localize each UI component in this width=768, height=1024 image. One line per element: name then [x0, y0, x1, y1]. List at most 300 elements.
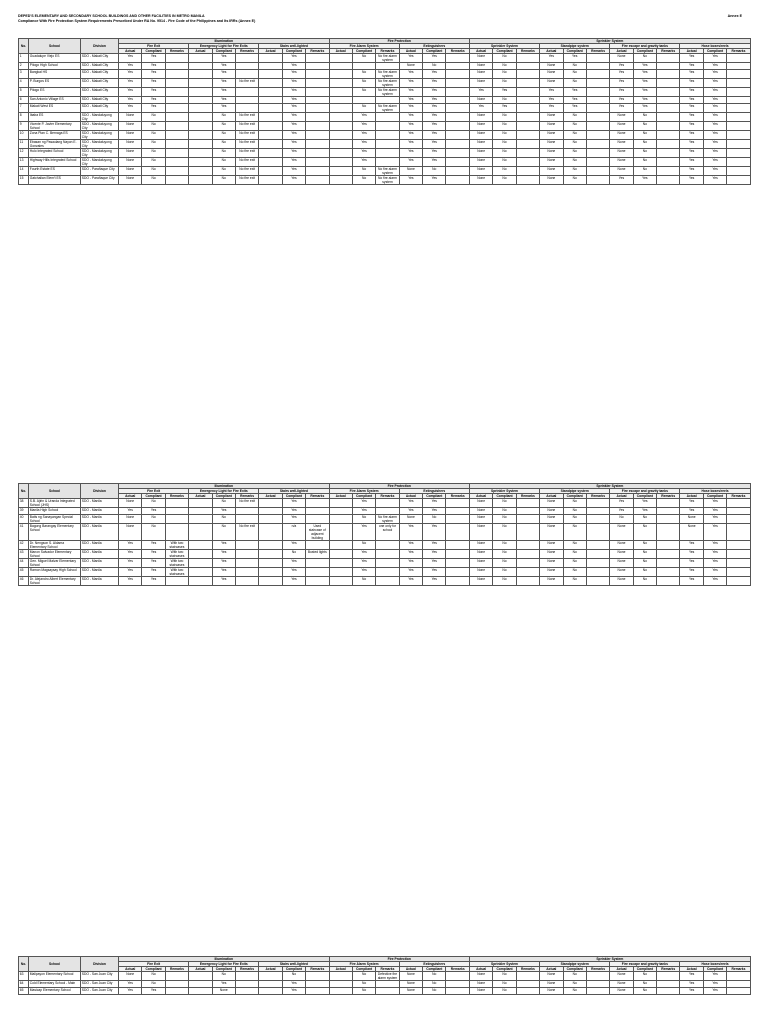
table-cell: No — [493, 499, 516, 508]
table-cell — [259, 559, 282, 568]
school-name: Fourth Estate ES — [29, 167, 81, 176]
table-cell: No — [352, 79, 375, 88]
table-cell: No — [212, 515, 235, 524]
column-compliant: Compliant — [142, 967, 165, 972]
table-cell: Yes — [610, 104, 633, 113]
table-cell: Yes — [703, 524, 726, 541]
table-cell — [446, 54, 469, 63]
table-cell — [329, 577, 352, 586]
table-cell — [189, 79, 212, 88]
table-cell: None — [469, 158, 492, 167]
table-cell — [446, 981, 469, 988]
table-cell — [329, 140, 352, 149]
division-name: SDO - Mandaluyong City — [81, 113, 119, 122]
table-row — [19, 158, 751, 167]
division-name: SDO - Mandaluyong City — [81, 140, 119, 149]
table-cell — [516, 568, 539, 577]
table-cell: None — [469, 140, 492, 149]
table-row — [19, 972, 751, 981]
column-division: Division — [81, 39, 119, 54]
column-remarks: Remarks — [516, 967, 539, 972]
division-name: SDO - Mandaluyong City — [81, 122, 119, 131]
table-cell — [446, 70, 469, 79]
table-cell — [657, 541, 680, 550]
field-header-row — [19, 494, 751, 499]
table-cell — [189, 70, 212, 79]
table-cell: Yes — [423, 97, 446, 104]
table-cell: Defective fire alarm system — [377, 972, 398, 980]
table-cell — [165, 515, 188, 524]
table-cell: None — [540, 559, 563, 568]
subgroup-sprinkler: Sprinkler System — [469, 44, 539, 49]
column-compliant: Compliant — [423, 494, 446, 499]
table-cell — [516, 70, 539, 79]
table-cell — [329, 550, 352, 559]
column-actual: Actual — [189, 494, 212, 499]
table-cell — [586, 559, 609, 568]
table-cell: None — [540, 541, 563, 550]
table-row — [19, 113, 751, 122]
table-cell — [189, 149, 212, 158]
table-cell — [259, 63, 282, 70]
table-cell: Yes — [212, 568, 235, 577]
table-cell: No — [563, 70, 586, 79]
table-cell — [329, 88, 352, 97]
table-cell: None — [610, 541, 633, 550]
division-name: SDO - Makati City — [81, 54, 119, 63]
row-number: 3 — [19, 70, 29, 79]
table-cell: None — [469, 54, 492, 63]
column-actual: Actual — [540, 494, 563, 499]
table-cell: None — [610, 140, 633, 149]
table-cell: No fire alarm system — [376, 79, 399, 88]
table-cell: Yes — [493, 88, 516, 97]
table-cell: No — [563, 167, 586, 176]
table-cell — [446, 167, 469, 176]
table-cell: No fire alarm system — [376, 104, 399, 113]
row-number: 12 — [19, 149, 29, 158]
table-cell: Yes — [469, 88, 492, 97]
table-cell: one only for school — [376, 524, 399, 541]
table-cell: Yes — [423, 79, 446, 88]
table-cell: No — [142, 131, 165, 140]
row-number: 8 — [19, 113, 29, 122]
table-cell — [586, 79, 609, 88]
table-cell: No fire exit — [235, 176, 258, 185]
document-subtitle: Compliance With Fire Protection System Requirements Prescribed Under RA No. 9514 - Fire Code of the Philippines and Its IRRs (Annex E) — [18, 19, 256, 23]
table-cell: Yes — [703, 577, 726, 586]
table-row — [19, 550, 751, 559]
table-cell: Yes — [282, 131, 305, 140]
table-cell — [165, 131, 188, 140]
table-cell — [657, 508, 680, 515]
table-cell: Yes — [680, 577, 703, 586]
column-actual: Actual — [329, 967, 352, 972]
table-cell — [727, 158, 750, 167]
table-cell — [306, 559, 329, 568]
table-cell: Yes — [680, 149, 703, 158]
table-cell: None — [540, 140, 563, 149]
table-cell: No — [493, 54, 516, 63]
table-cell — [376, 568, 399, 577]
table-cell: No — [212, 113, 235, 122]
table-row — [19, 79, 751, 88]
table-cell: No — [563, 524, 586, 541]
table-cell: Yes — [680, 988, 703, 995]
table-cell — [259, 550, 282, 559]
table-cell: No — [563, 122, 586, 131]
table-cell — [657, 88, 680, 97]
table-cell: No — [352, 88, 375, 97]
table-cell — [516, 559, 539, 568]
table-cell: No — [493, 149, 516, 158]
table-cell: Yes — [212, 63, 235, 70]
table-cell: None — [540, 63, 563, 70]
table-cell: Yes — [142, 988, 165, 995]
table-cell — [259, 499, 282, 508]
table-cell — [727, 79, 750, 88]
table-cell — [446, 988, 469, 995]
table-cell: None — [119, 149, 142, 158]
subgroup-stairs-lighted: Stairs well-lighted — [259, 44, 329, 49]
subgroup-fire-exit: Fire Exit — [119, 962, 189, 967]
table-cell — [446, 149, 469, 158]
division-name: SDO - Makati City — [81, 104, 119, 113]
table-cell — [165, 70, 188, 79]
table-cell: No — [142, 972, 165, 981]
table-cell — [727, 63, 750, 70]
division-name: SDO - Makati City — [81, 88, 119, 97]
table-cell: No fire alarm system — [376, 70, 399, 79]
table-cell — [165, 176, 188, 185]
school-name: Zona Plan C. Bernaga ES — [29, 131, 81, 140]
column-compliant: Compliant — [282, 494, 305, 499]
table-cell: No — [352, 54, 375, 63]
table-cell — [586, 515, 609, 524]
table-cell: Yes — [703, 972, 726, 981]
table-cell: None — [540, 167, 563, 176]
table-cell — [306, 972, 329, 981]
table-cell: Yes — [423, 113, 446, 122]
column-remarks: Remarks — [516, 49, 539, 54]
column-remarks: Remarks — [727, 967, 750, 972]
table-cell: No — [563, 550, 586, 559]
table-cell: No — [563, 149, 586, 158]
table-cell: None — [469, 176, 492, 185]
table-row — [19, 70, 751, 79]
school-name: Guadalupe Viejo ES — [29, 54, 81, 63]
table-cell — [259, 158, 282, 167]
table-cell: Yes — [633, 508, 656, 515]
table-cell — [727, 70, 750, 79]
table-cell: None — [610, 981, 633, 988]
school-name: Ebasan ng Pasaulang Nayon E. Gonzales — [29, 140, 81, 149]
table-cell: Yes — [680, 559, 703, 568]
division-name: SDO - Mandaluyong City — [81, 149, 119, 158]
table-cell: Yes — [703, 508, 726, 515]
table-cell: No — [610, 515, 633, 524]
column-compliant: Compliant — [142, 49, 165, 54]
table-cell — [446, 131, 469, 140]
table-cell: No — [493, 981, 516, 988]
table-cell — [657, 158, 680, 167]
table-cell — [189, 550, 212, 559]
table-cell — [259, 541, 282, 550]
table-cell: Yes — [680, 508, 703, 515]
table-cell: Yes — [610, 508, 633, 515]
table-cell — [189, 524, 212, 541]
table-cell: Yes — [282, 559, 305, 568]
table-cell: Yes — [399, 559, 422, 568]
table-cell: No fire exit — [235, 113, 258, 122]
table-cell: None — [469, 550, 492, 559]
division-name: SDO - Manila — [81, 515, 119, 524]
table-cell: Yes — [610, 70, 633, 79]
table-cell: Yes — [469, 104, 492, 113]
division-name: SDO - Parañaque City — [81, 176, 119, 185]
table-cell: No — [212, 167, 235, 176]
table-cell: None — [119, 515, 142, 524]
table-cell: No — [493, 63, 516, 70]
table-cell — [586, 499, 609, 508]
table-cell — [259, 176, 282, 185]
column-remarks: Remarks — [376, 494, 399, 499]
table-cell — [306, 122, 329, 131]
table-cell: None — [399, 63, 422, 70]
table-cell — [446, 88, 469, 97]
column-compliant: Compliant — [282, 49, 305, 54]
table-cell: Yes — [142, 97, 165, 104]
table-cell: Yes — [563, 104, 586, 113]
table-cell — [727, 541, 750, 550]
table-cell: No — [212, 149, 235, 158]
table-cell: Yes — [212, 104, 235, 113]
table-cell: No — [142, 113, 165, 122]
table-cell — [189, 499, 212, 508]
table-cell — [165, 122, 188, 131]
table-cell — [516, 972, 539, 981]
school-name: Makati West ES — [29, 104, 81, 113]
table-cell: No — [212, 524, 235, 541]
table-cell — [306, 176, 329, 185]
table-cell: Yes — [282, 70, 305, 79]
table-cell — [376, 559, 399, 568]
table-cell — [306, 104, 329, 113]
table-cell — [586, 131, 609, 140]
table-cell: Yes — [352, 113, 375, 122]
table-cell — [727, 176, 750, 185]
table-cell: Yes — [399, 79, 422, 88]
table-cell: Yes — [352, 508, 375, 515]
annex-label: Annex E — [727, 14, 742, 18]
table-cell — [306, 54, 329, 63]
table-cell: No — [563, 972, 586, 981]
school-name: Manon Salvador Elementary School — [29, 550, 81, 559]
table-cell — [306, 70, 329, 79]
table-row — [19, 568, 751, 577]
table-cell — [329, 524, 352, 541]
table-cell: None — [469, 63, 492, 70]
table-cell: Yes — [399, 499, 422, 508]
table-cell — [235, 63, 258, 70]
table-cell: Yes — [399, 122, 422, 131]
table-cell: None — [399, 972, 422, 981]
table-cell — [329, 113, 352, 122]
table-cell — [727, 981, 750, 988]
table-cell: Yes — [423, 140, 446, 149]
table-cell: No — [352, 972, 375, 981]
row-number: 4 — [19, 79, 29, 88]
table-cell: None — [119, 131, 142, 140]
table-cell: With two staircases — [165, 559, 188, 568]
table-cell: None — [610, 559, 633, 568]
column-remarks: Remarks — [727, 49, 750, 54]
table-cell: None — [469, 568, 492, 577]
table-cell: Yes — [282, 176, 305, 185]
table-cell: No — [493, 131, 516, 140]
group-sprinkler-system: Sprinkler System — [469, 484, 750, 489]
table-cell — [259, 988, 282, 995]
table-cell: Yes — [399, 70, 422, 79]
table-cell: No — [493, 524, 516, 541]
table-cell: None — [119, 158, 142, 167]
table-cell — [306, 79, 329, 88]
school-name: Bagong Barangay Elementary School — [29, 524, 81, 541]
table-cell: No — [352, 577, 375, 586]
table-cell: Yes — [423, 559, 446, 568]
table-cell — [516, 167, 539, 176]
table-cell: No — [493, 113, 516, 122]
group-illumination: Illumination — [119, 39, 330, 44]
table-cell — [516, 577, 539, 586]
table-cell: No fire alarm system — [376, 167, 399, 176]
table-cell: No — [563, 113, 586, 122]
column-remarks: Remarks — [165, 494, 188, 499]
table-cell — [516, 113, 539, 122]
subgroup-hose-boxes: Hose boxes/reels — [680, 44, 750, 49]
table-cell: No — [352, 981, 375, 988]
table-cell: Yes — [282, 158, 305, 167]
table-cell — [657, 113, 680, 122]
table-cell: No — [633, 131, 656, 140]
table-cell: No — [633, 54, 656, 63]
table-cell: Yes — [633, 499, 656, 508]
table-cell — [259, 70, 282, 79]
table-cell: With two staircases — [165, 550, 188, 559]
table-cell: Yes — [119, 577, 142, 586]
table-cell — [329, 122, 352, 131]
table-cell — [189, 122, 212, 131]
table-cell: None — [399, 988, 422, 995]
table-cell: None — [540, 122, 563, 131]
table-cell: Yes — [119, 550, 142, 559]
row-number: 45 — [19, 568, 29, 577]
column-compliant: Compliant — [493, 494, 516, 499]
table-cell — [329, 79, 352, 88]
table-cell: Yes — [399, 524, 422, 541]
table-cell: Yes — [680, 541, 703, 550]
table-cell — [329, 54, 352, 63]
table-cell: Yes — [142, 541, 165, 550]
table-cell: Yes — [142, 577, 165, 586]
table-cell: n/a — [282, 524, 305, 541]
table-cell: Yes — [142, 559, 165, 568]
table-cell: Yes — [282, 79, 305, 88]
subgroup-fire-alarm: Fire Alarm System — [329, 44, 399, 49]
table-cell: No — [142, 158, 165, 167]
table-cell: Yes — [119, 559, 142, 568]
column-remarks: Remarks — [657, 967, 680, 972]
table-cell — [329, 97, 352, 104]
table-cell: No — [493, 972, 516, 981]
table-cell — [189, 568, 212, 577]
table-cell: Yes — [680, 79, 703, 88]
column-remarks: Remarks — [446, 967, 469, 972]
table-cell: With two staircases — [165, 541, 188, 550]
table-cell: Yes — [633, 176, 656, 185]
table-cell — [235, 550, 258, 559]
table-cell — [657, 972, 680, 981]
table-cell: No — [142, 149, 165, 158]
column-remarks: Remarks — [586, 49, 609, 54]
table-cell: None — [469, 988, 492, 995]
table-cell: None — [540, 577, 563, 586]
table-cell — [657, 568, 680, 577]
table-cell — [306, 131, 329, 140]
table-cell: Yes — [212, 88, 235, 97]
table-cell: No — [633, 515, 656, 524]
table-cell — [329, 972, 352, 981]
table-cell: Yes — [399, 97, 422, 104]
table-cell — [189, 577, 212, 586]
column-actual: Actual — [399, 967, 422, 972]
school-name: Manila High School — [29, 508, 81, 515]
table-cell: Yes — [282, 149, 305, 158]
row-number: 44 — [19, 559, 29, 568]
table-cell: No — [493, 176, 516, 185]
table-cell: None — [469, 981, 492, 988]
table-cell: No — [142, 515, 165, 524]
column-compliant: Compliant — [703, 494, 726, 499]
table-cell: Yes — [540, 104, 563, 113]
table-cell — [306, 88, 329, 97]
table-cell: No — [423, 988, 446, 995]
table-cell: None — [469, 577, 492, 586]
table-cell — [376, 149, 399, 158]
table-cell — [586, 97, 609, 104]
table-cell — [516, 550, 539, 559]
table-cell: None — [610, 524, 633, 541]
table-cell: No — [563, 79, 586, 88]
table-cell: Yes — [680, 104, 703, 113]
table-cell: No — [352, 104, 375, 113]
column-no: No. — [19, 957, 29, 972]
table-cell — [189, 508, 212, 515]
table-row — [19, 104, 751, 113]
table-cell: None — [399, 981, 422, 988]
table-cell — [446, 559, 469, 568]
column-division: Division — [81, 957, 119, 972]
group-fire-protection: Fire Protection — [329, 957, 469, 962]
subgroup-extinguishers: Extinguishers — [399, 44, 469, 49]
row-number: 13 — [19, 158, 29, 167]
table-cell: Yes — [680, 122, 703, 131]
table-cell: Yes — [703, 113, 726, 122]
school-name: Gatchalian Elem't ES — [29, 176, 81, 185]
compliance-table-1 — [18, 38, 751, 185]
table-cell — [586, 63, 609, 70]
table-cell — [516, 499, 539, 508]
